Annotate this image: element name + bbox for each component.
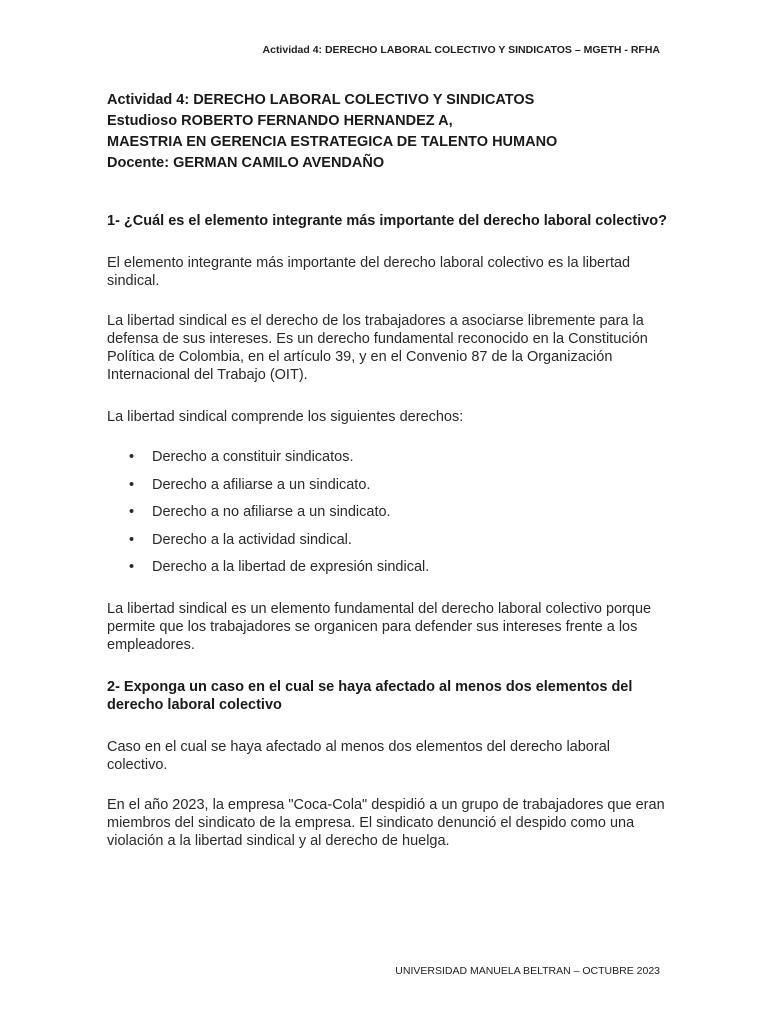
list-item [107,531,667,549]
list-item [107,503,667,521]
question-2: 2- Exponga un caso en el cual se haya afectado al menos dos elementos del derecho laboral colectivo [107,679,633,713]
answer-2-paragraph-1: Caso en el cual se haya afectado al menos dos elementos del derecho laboral colectivo. [107,739,610,773]
bullet-icon: • [129,504,135,520]
title-block [107,90,667,174]
document-body [107,212,667,850]
list-item-text: Derecho a afiliarse a un sindicato. [152,476,371,493]
bullet-icon: • [129,476,135,493]
activity-title: Actividad 4: DERECHO LABORAL COLECTIVO Y SINDICATOS [107,92,535,108]
bullet-icon: • [129,559,135,575]
list-item-text: Derecho a constituir sindicatos. [152,449,354,465]
bullet-icon: • [129,449,135,465]
answer-2-paragraph-2: En el año 2023, la empresa "Coca-Cola" despidió a un grupo de trabajadores que eran miembros del sindicato de la empresa. El sindicato denunció el despido como una violación a la libertad sindical y al derecho de huelga. [107,797,665,849]
list-item [107,448,667,466]
teacher-name: Docente: GERMAN CAMILO AVENDAÑO [107,155,385,171]
page-header: Actividad 4: DERECHO LABORAL COLECTIVO Y SINDICATOS – MGETH - RFHA [262,44,660,56]
list-item-text: Derecho a la actividad sindical. [152,531,352,548]
list-item [107,476,667,494]
list-item-text: Derecho a no afiliarse a un sindicato. [152,504,391,520]
list-item [107,558,667,576]
list-item-text: Derecho a la libertad de expresión sindical. [152,559,430,575]
rights-list [107,448,667,576]
answer-1-paragraph-2: La libertad sindical es el derecho de los trabajadores a asociarse libremente para la defensa de sus intereses. Es un derecho fundamental reconocido en la Constitución Política de Colombia, en el artículo 39, y en el Convenio 87 de la Organización Internacional del Trabajo (OIT). [107,313,648,383]
student-name: Estudioso ROBERTO FERNANDO HERNANDEZ A, [107,113,453,129]
question-1: 1- ¿Cuál es el elemento integrante más importante del derecho laboral colectivo? [107,213,668,229]
bullet-icon: • [129,531,135,548]
answer-1-paragraph-3: La libertad sindical comprende los siguientes derechos: [107,409,464,425]
page-footer: UNIVERSIDAD MANUELA BELTRAN – OCTUBRE 2023 [395,965,660,977]
program-name: MAESTRIA EN GERENCIA ESTRATEGICA DE TALENTO HUMANO [107,134,558,150]
answer-1-paragraph-4: La libertad sindical es un elemento fundamental del derecho laboral colectivo porque permite que los trabajadores se organicen para defender sus intereses frente a los empleadores. [107,601,652,653]
answer-1-paragraph-1: El elemento integrante más importante del derecho laboral colectivo es la libertad sindical. [107,255,631,289]
